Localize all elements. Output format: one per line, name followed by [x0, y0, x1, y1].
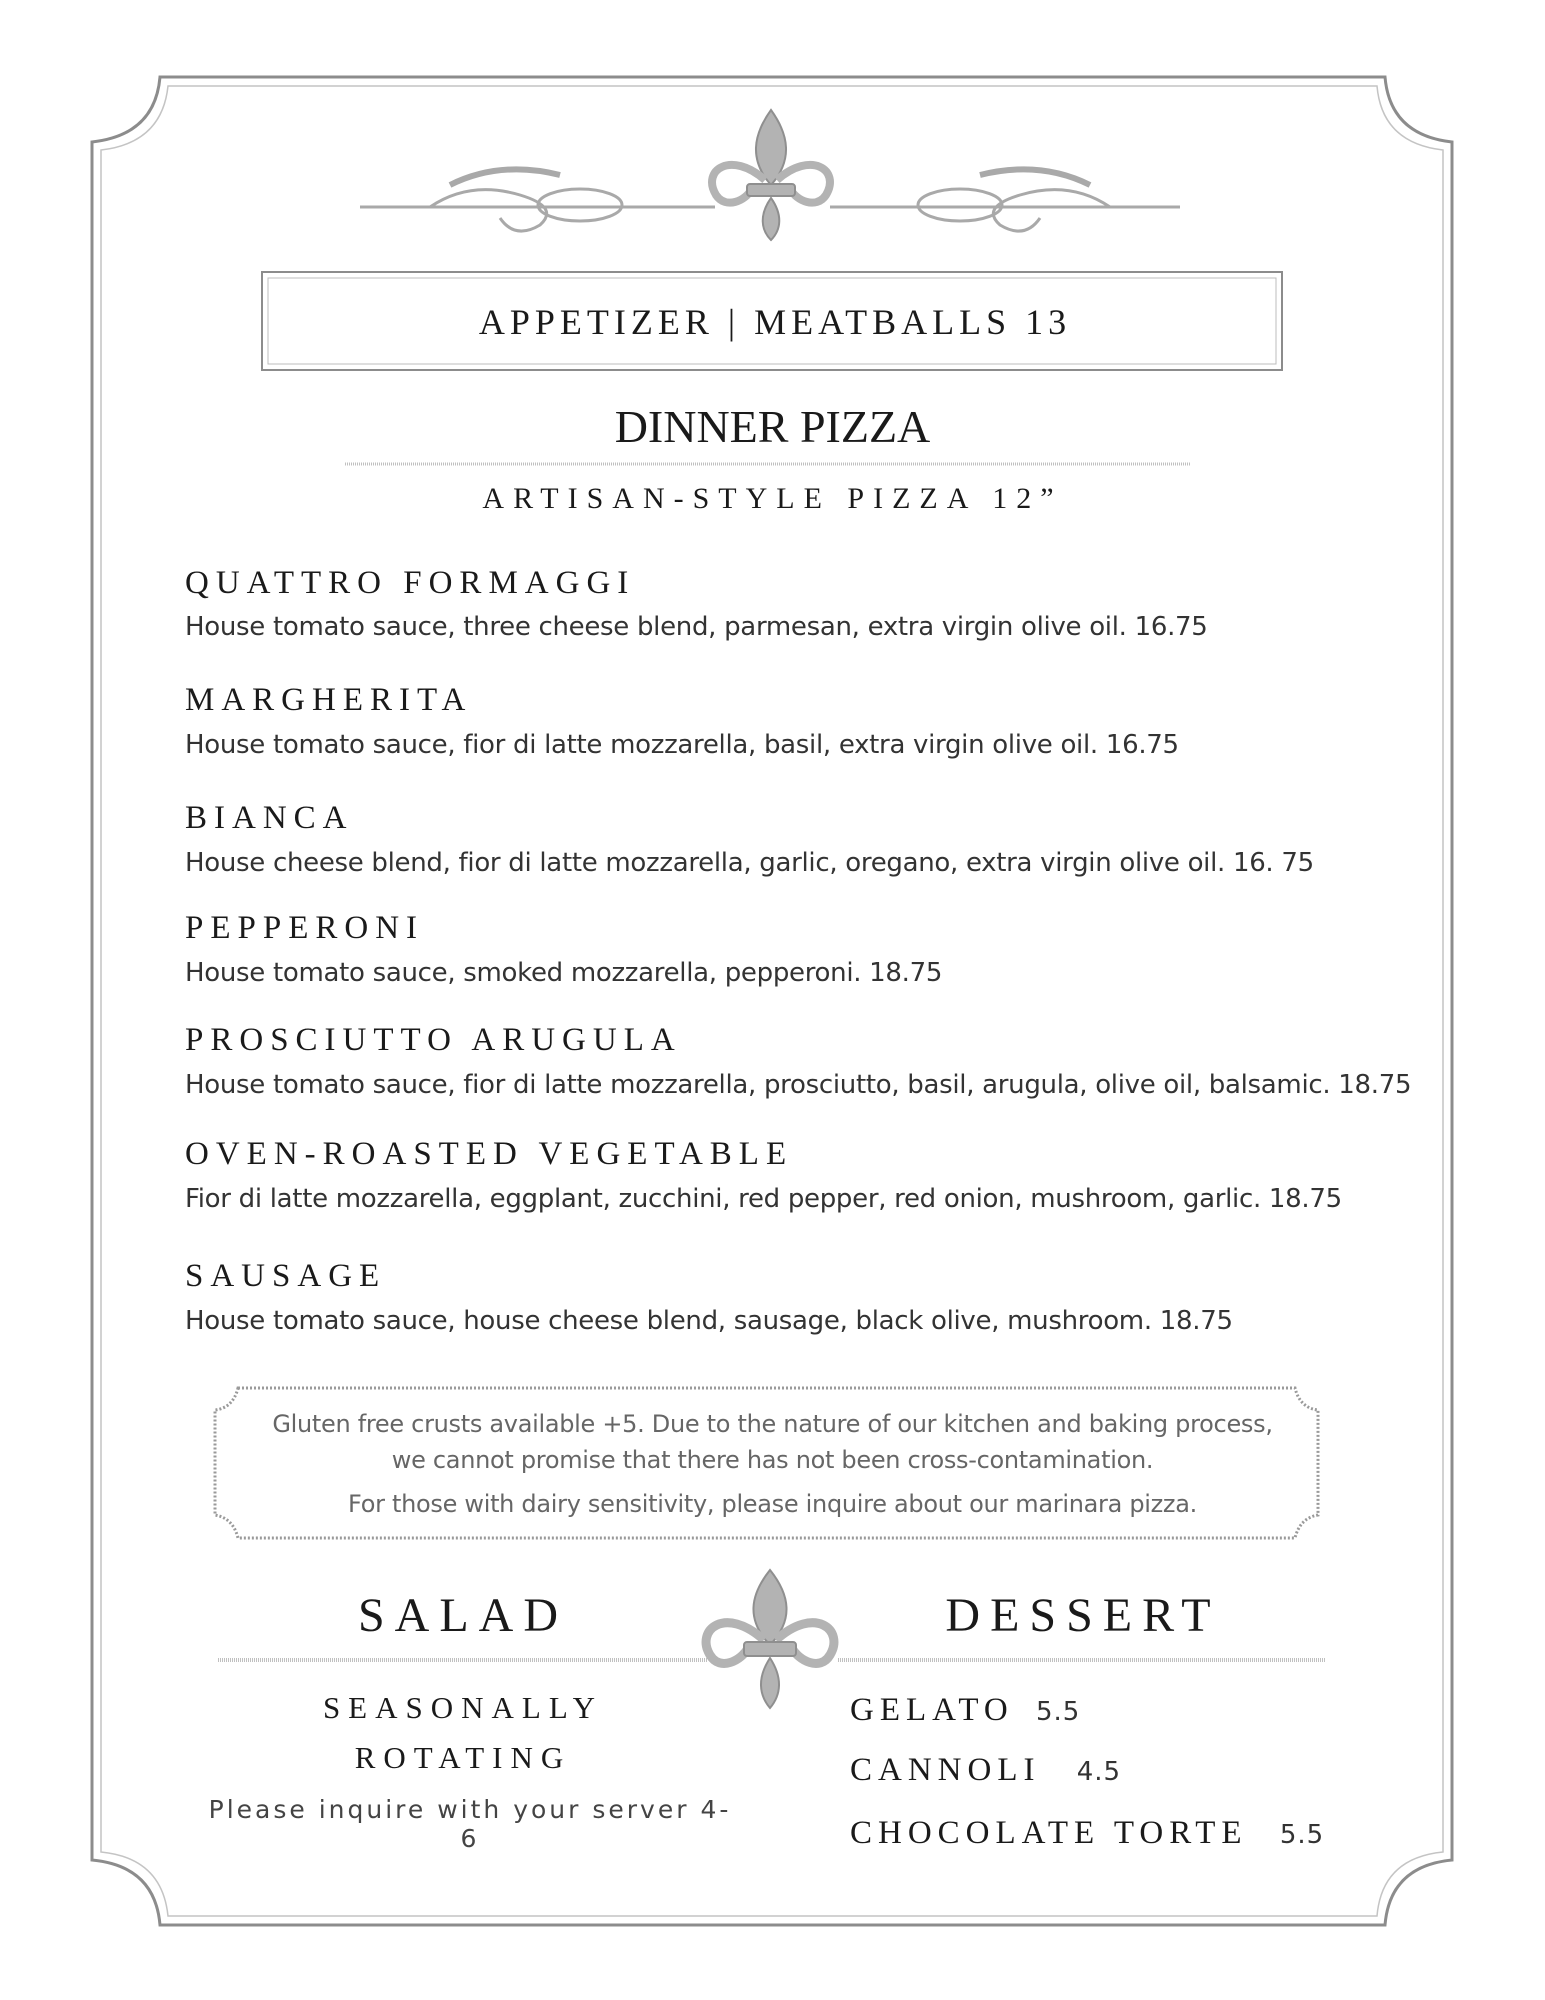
pizza-description: Fior di latte mozzarella, eggplant, zucchini, red pepper, red onion, mushroom, garlic. 18.75: [185, 1184, 1342, 1214]
pizza-name: OVEN-ROASTED VEGETABLE: [185, 1136, 794, 1172]
dessert-item: [850, 1815, 1324, 1852]
pizza-name: PEPPERONI: [185, 910, 425, 946]
pizza-name: PROSCIUTTO ARUGULA: [185, 1022, 682, 1058]
appetizer-banner: APPETIZER | MEATBALLS 13: [478, 302, 1072, 342]
dessert-name: GELATO: [850, 1692, 1014, 1728]
salad-note: Please inquire with your server 4-6: [208, 1795, 732, 1853]
gluten-note: Gluten free crusts available +5. Due to the nature of our kitchen and baking process,: [272, 1410, 1273, 1438]
dessert-title: DESSERT: [945, 1589, 1221, 1642]
dessert-price: 4.5: [1076, 1757, 1122, 1787]
dessert-price: 5.5: [1035, 1697, 1081, 1727]
salad-title: SALAD: [357, 1589, 568, 1642]
pizza-description: House tomato sauce, three cheese blend, parmesan, extra virgin olive oil. 16.75: [185, 612, 1208, 642]
pizza-description: House tomato sauce, smoked mozzarella, pepperoni. 18.75: [185, 958, 943, 988]
section-title: DINNER PIZZA: [614, 401, 931, 452]
dessert-name: CANNOLI: [850, 1752, 1041, 1788]
salad-line-2: ROTATING: [354, 1740, 572, 1775]
dessert-item: [850, 1692, 1080, 1729]
pizza-name: MARGHERITA: [185, 682, 473, 718]
pizza-description: House tomato sauce, fior di latte mozzarella, prosciutto, basil, arugula, olive oil, balsamic. 18.75: [185, 1070, 1412, 1100]
pizza-name: SAUSAGE: [185, 1258, 387, 1294]
dessert-item: [850, 1752, 1121, 1789]
dessert-price: 5.5: [1279, 1820, 1325, 1850]
pizza-description: House cheese blend, fior di latte mozzarella, garlic, oregano, extra virgin olive oil. 16. 75: [185, 848, 1314, 878]
pizza-description: House tomato sauce, fior di latte mozzarella, basil, extra virgin olive oil. 16.75: [185, 730, 1179, 760]
dairy-note: For those with dairy sensitivity, please inquire about our marinara pizza.: [348, 1490, 1197, 1518]
salad-line-1: SEASONALLY: [322, 1690, 604, 1725]
pizza-description: House tomato sauce, house cheese blend, sausage, black olive, mushroom. 18.75: [185, 1306, 1233, 1336]
dessert-name: CHOCOLATE TORTE: [850, 1815, 1248, 1851]
fleur-de-lis-top-icon: [712, 110, 830, 240]
pizza-name: QUATTRO FORMAGGI: [185, 565, 636, 601]
fleur-de-lis-middle-icon: [706, 1570, 834, 1708]
pizza-name: BIANCA: [185, 800, 354, 836]
gluten-note: we cannot promise that there has not been cross-contamination.: [391, 1446, 1154, 1474]
pizza-subtitle: ARTISAN-STYLE PIZZA 12”: [482, 482, 1063, 515]
